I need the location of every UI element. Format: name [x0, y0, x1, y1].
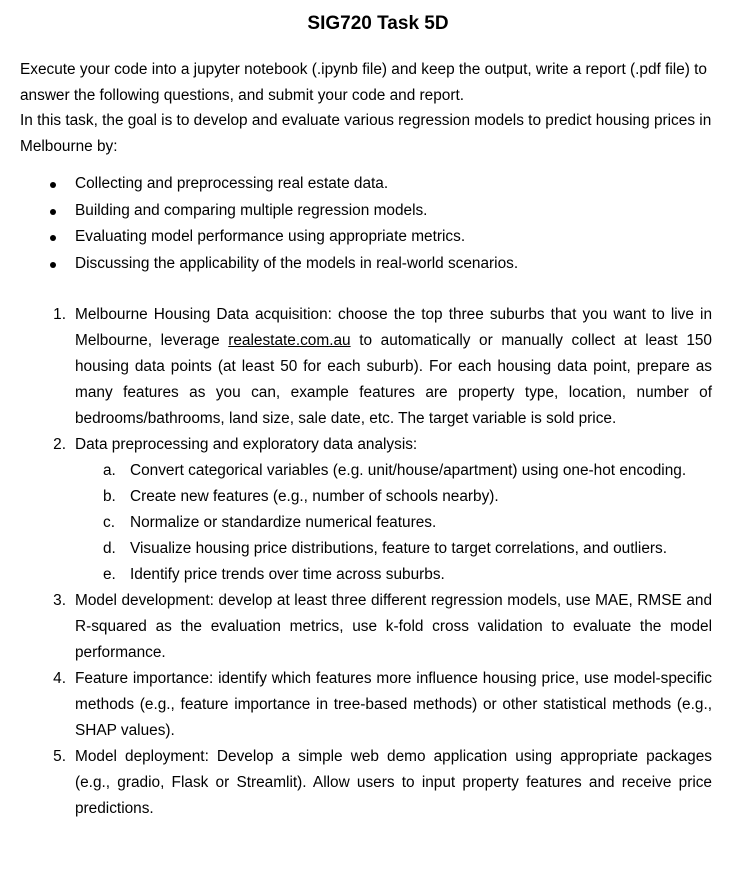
- task-number: 4.: [53, 670, 66, 687]
- subtask-list: [75, 458, 712, 588]
- subtask-item-c: [75, 510, 712, 536]
- subtask-letter: d.: [103, 540, 116, 557]
- intro-paragraph-2: In this task, the goal is to develop and evaluate various regression models to predict housing prices in Melbourne by:: [20, 112, 712, 155]
- subtask-text: Normalize or standardize numerical features.: [130, 514, 437, 531]
- bullet-text: Evaluating model performance using appropriate metrics.: [75, 228, 466, 245]
- realestate-link[interactable]: realestate.com.au: [228, 332, 351, 349]
- bullet-dot-icon: [50, 209, 56, 215]
- bullet-item: [48, 224, 728, 251]
- task-number: 2.: [53, 436, 66, 453]
- subtask-text: Convert categorical variables (e.g. unit/house/apartment) using one-hot encoding.: [130, 462, 687, 479]
- task-list: [44, 302, 712, 822]
- task-item-4: [44, 666, 712, 744]
- bullet-text: Building and comparing multiple regression models.: [75, 201, 428, 219]
- bullet-dot-icon: [50, 262, 56, 268]
- bullet-item: [48, 198, 728, 225]
- intro-section: [20, 57, 720, 159]
- task-text: Model deployment: Develop a simple web demo application using appropriate packages (e.g., gradio, Flask or Streamlit). Allow users to input property features and receive price predictions.: [75, 748, 712, 817]
- subtask-text: Identify price trends over time across suburbs.: [130, 566, 445, 583]
- page-title: SIG720 Task 5D: [307, 13, 449, 34]
- bullet-dot-icon: [50, 235, 56, 241]
- task-text: Feature importance: identify which features more influence housing price, use model-specific methods (e.g., feature importance in tree-based methods) or other statistical methods (e.g., SHAP values).: [75, 670, 712, 739]
- task-number: 1.: [53, 306, 66, 323]
- bullet-text: Collecting and preprocessing real estate data.: [75, 175, 389, 192]
- bullet-item: [48, 251, 728, 278]
- task-text: Data preprocessing and exploratory data analysis:: [75, 436, 418, 453]
- subtask-item-b: [75, 484, 712, 510]
- subtask-letter: b.: [103, 488, 116, 505]
- task-item-5: [44, 744, 712, 822]
- task-item-2: [44, 432, 712, 588]
- task-text: Melbourne Housing Data acquisition: choose the top three suburbs that you want to live in Melbourne, leverage: [75, 306, 712, 349]
- subtask-letter: c.: [103, 514, 115, 531]
- task-number: 5.: [53, 748, 66, 765]
- subtask-item-d: [75, 536, 712, 562]
- subtask-letter: e.: [103, 566, 116, 583]
- bullet-dot-icon: [50, 182, 56, 188]
- subtask-text: Create new features (e.g., number of schools nearby).: [130, 488, 499, 505]
- task-text-continued: to automatically or manually collect at least 150 housing data points (at least 50 for each suburb). For each housing data point, prepare as many features as you can, example features are property type, location, number of bedrooms/bathrooms, land size, sale date, etc. The target variable is sold price.: [75, 332, 712, 427]
- task-text: Model development: develop at least three different regression models, use MAE, RMSE and R-squared as the evaluation metrics, use k-fold cross validation to evaluate the model performance.: [75, 592, 712, 661]
- goal-bullet-list: [48, 171, 728, 277]
- subtask-item-a: [75, 458, 712, 484]
- bullet-text: Discussing the applicability of the models in real-world scenarios.: [75, 254, 519, 272]
- subtask-letter: a.: [103, 462, 116, 479]
- subtask-item-e: [75, 562, 712, 588]
- bullet-item: [48, 171, 728, 198]
- task-item-1: [44, 302, 712, 432]
- intro-paragraph-1: Execute your code into a jupyter notebook (.ipynb file) and keep the output, write a report (.pdf file) to answer the following questions, and submit your code and report.: [20, 61, 707, 104]
- subtask-text: Visualize housing price distributions, feature to target correlations, and outliers.: [130, 540, 667, 557]
- task-item-3: [44, 588, 712, 666]
- task-number: 3.: [53, 592, 66, 609]
